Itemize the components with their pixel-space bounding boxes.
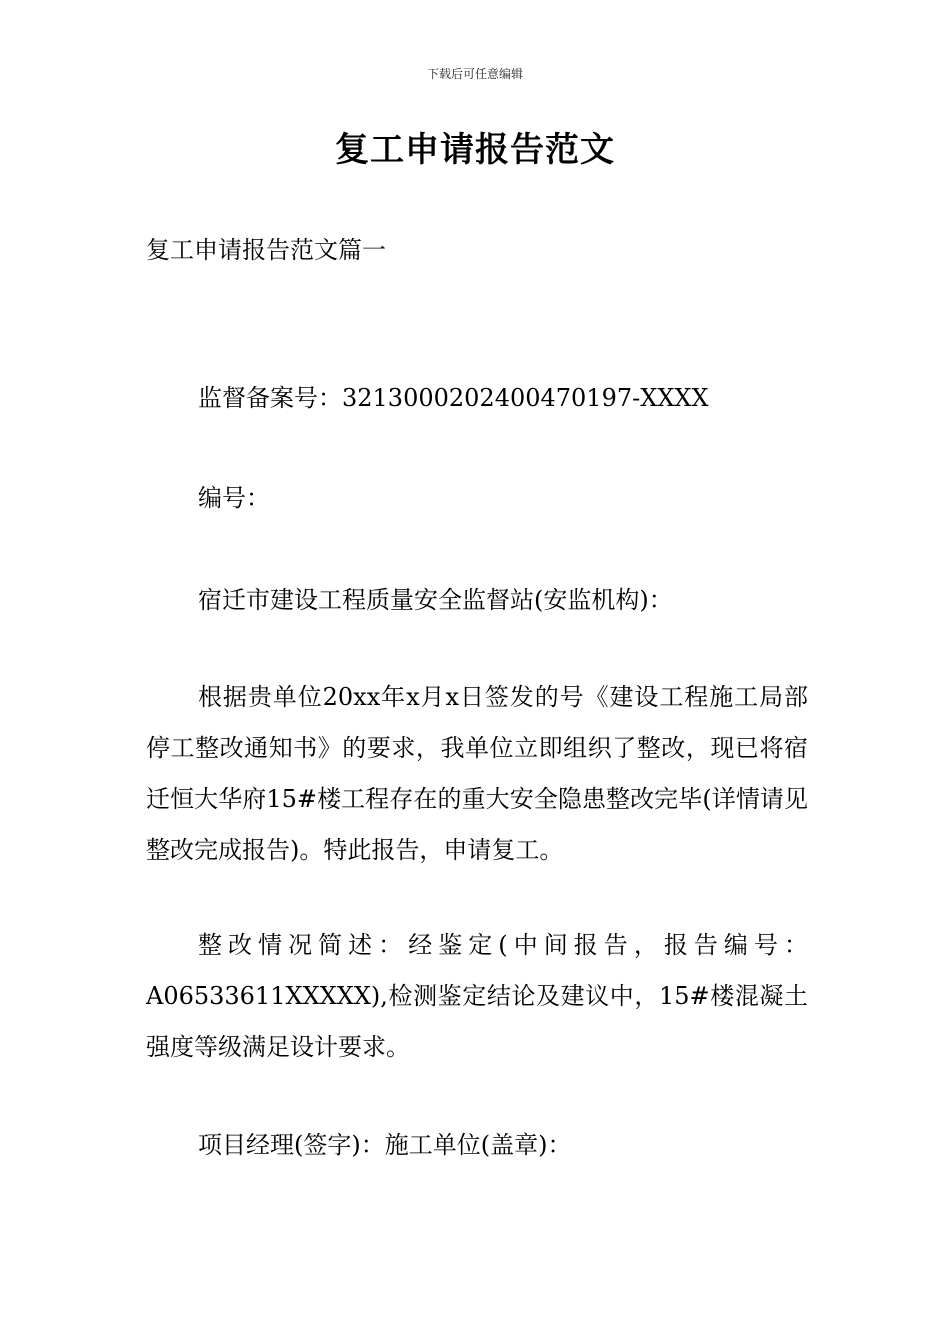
section-heading: 复工申请报告范文篇一 — [146, 236, 386, 264]
header-note: 下载后可任意编辑 — [426, 67, 523, 81]
paragraph-rectification-summary: 整改情况简述：经鉴定(中间报告，报告编号：A06533611XXXXX),检测鉴定结论及建议中，15#楼混凝土强度等级满足设计要求。 — [146, 931, 808, 1061]
signature-line: 项目经理(签字)：施工单位(盖章)： — [198, 1131, 572, 1159]
number-line: 编号： — [198, 484, 270, 512]
record-number-line: 监督备案号：3213000202400470197-XXXX — [198, 384, 709, 412]
addressee-line: 宿迁市建设工程质量安全监督站(安监机构)： — [198, 586, 673, 614]
document-title: 复工申请报告范文 — [335, 130, 615, 170]
paragraph-rectification-notice: 根据贵单位20xx年x月x日签发的号《建设工程施工局部停工整改通知书》的要求，我单位立即组织了整改，现已将宿迁恒大华府15#楼工程存在的重大安全隐患整改完毕(详情请见整改完成报告)。特此报告，申请复工。 — [146, 683, 808, 864]
